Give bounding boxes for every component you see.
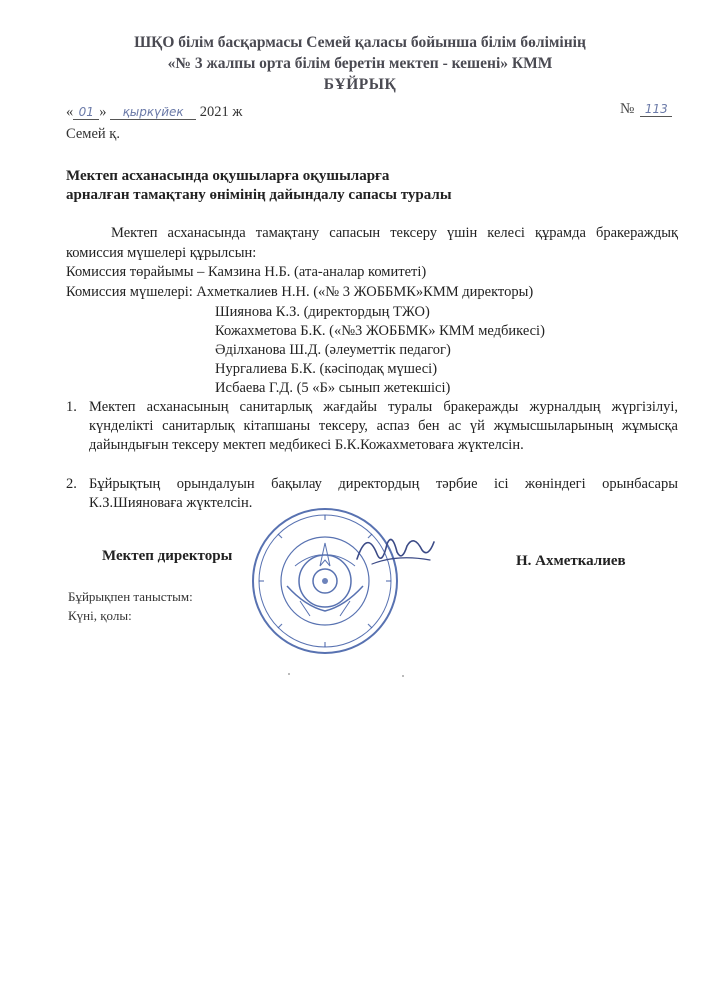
director-position: Мектеп директоры bbox=[102, 548, 233, 564]
date-month: қыркүйек bbox=[110, 105, 196, 120]
order-item-number: 2. bbox=[66, 476, 77, 492]
date-year: 2021 ж bbox=[199, 104, 243, 120]
org-header-line-1: ШҚО білім басқармасы Семей қаласы бойынша білім бөлімінің bbox=[134, 34, 586, 51]
date-day: 01 bbox=[73, 105, 99, 120]
acknowledgement-label: Бұйрықпен таныстым: bbox=[68, 589, 193, 604]
order-item-number: 1. bbox=[66, 399, 77, 415]
date-signature-label: Күні, қолы: bbox=[68, 608, 132, 623]
scan-speck bbox=[402, 675, 404, 677]
intro-paragraph: Мектеп асханасында тамақтану сапасын тексеру үшін келесі құрамда бракераждық комиссия мүшелері құрылсын: bbox=[66, 225, 678, 261]
commission-member: Исбаева Г.Д. (5 «Б» сынып жетекшісі) bbox=[215, 380, 451, 396]
date-open-quote: « bbox=[66, 104, 74, 120]
order-title-line-1: Мектеп асханасында оқушыларға оқушыларға bbox=[66, 168, 390, 184]
document-type: БҰЙРЫҚ bbox=[323, 76, 397, 93]
city: Семей қ. bbox=[66, 126, 120, 142]
director-signature bbox=[352, 524, 437, 574]
commission-member: Кожахметова Б.К. («№3 ЖОББМК» КММ медбикесі) bbox=[215, 323, 545, 339]
order-number-value: 113 bbox=[640, 102, 672, 117]
order-date bbox=[66, 104, 242, 121]
org-header-line-2: «№ 3 жалпы орта білім беретін мектеп - кешені» КММ bbox=[167, 55, 553, 72]
commission-members-label: Комиссия мүшелері: Ахметкалиев Н.Н. («№ 3 ЖОББМК»КММ директоры) bbox=[66, 284, 534, 300]
order-item bbox=[66, 398, 678, 455]
commission-member: Әділханова Ш.Д. (әлеуметтік педагог) bbox=[215, 342, 451, 358]
commission-member: Шиянова К.З. (директордың ТЖО) bbox=[215, 304, 430, 320]
director-name: Н. Ахметкалиев bbox=[516, 553, 626, 569]
order-item-text: Бұйрықтың орындалуын бақылау директордың тәрбие ісі жөніндегі орынбасары К.З.Шияноваға жүктелсін. bbox=[89, 476, 678, 511]
order-title-line-2: арналған тамақтану өнімінің дайындалу сапасы туралы bbox=[66, 187, 452, 203]
date-close-quote: » bbox=[99, 104, 107, 120]
commission-member: Нургалиева Б.К. (кәсіподақ мүшесі) bbox=[215, 361, 438, 377]
commission-chair: Комиссия төрайымы – Камзина Н.Б. (ата-аналар комитеті) bbox=[66, 264, 427, 280]
order-item-text: Мектеп асханасының санитарлық жағдайы туралы бракеражды журналдың жүргізілуі, күнделікті санитарлық кітапшаны тексеру, аспаз бен ас үй жұмысшыларының жұмысқа дайындығын тексеру мектеп медбикесі Б.К.Кожахметоваға жүктелсін. bbox=[89, 399, 678, 453]
order-number bbox=[620, 101, 672, 118]
order-number-label: № bbox=[620, 101, 635, 117]
scan-speck bbox=[288, 673, 290, 675]
